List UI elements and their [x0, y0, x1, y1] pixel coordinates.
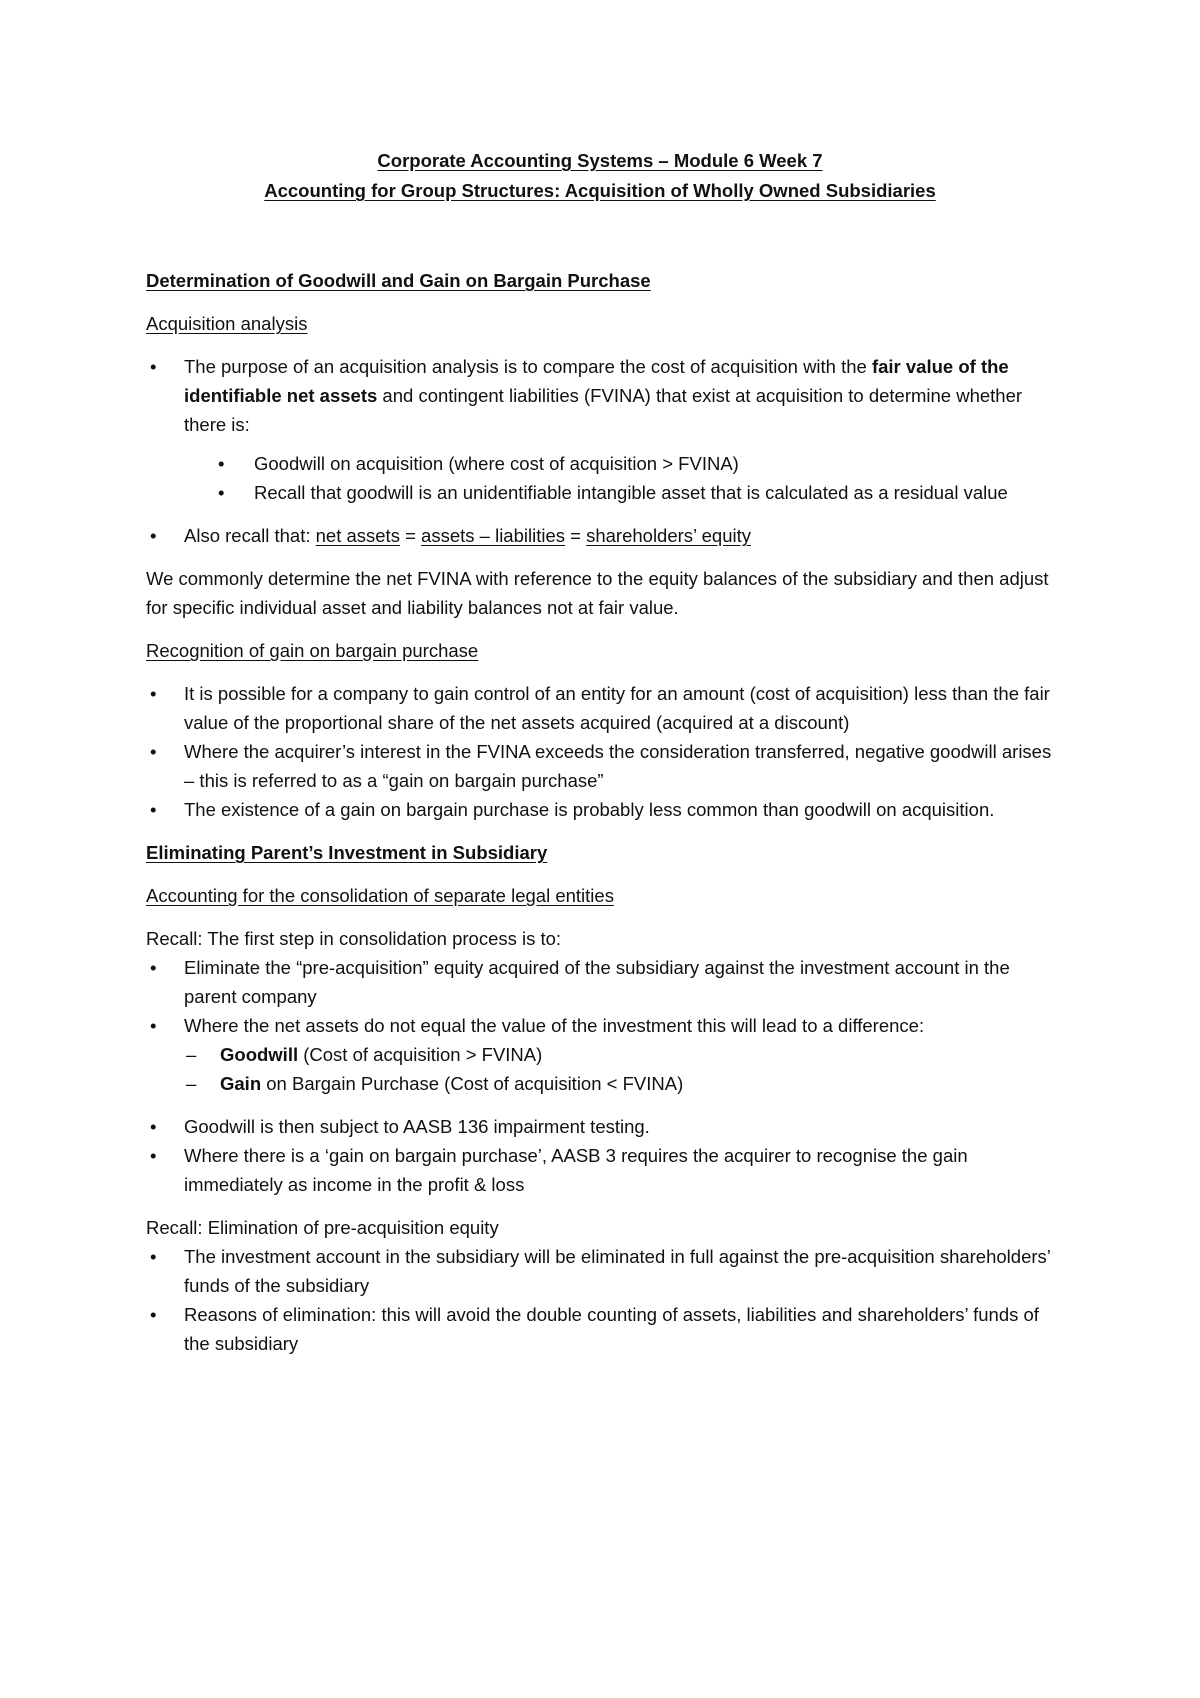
fvina-paragraph: We commonly determine the net FVINA with reference to the equity balances of the subsidiary and then adjust for specific individual asset and liability balances not at fair value.	[146, 568, 1049, 618]
recall-elimination: Recall: Elimination of pre-acquisition equity	[146, 1217, 499, 1238]
net-assets-prefix: Also recall that:	[184, 525, 316, 546]
subbullet-goodwill-residual: • Recall that goodwill is an unidentifiable intangible asset that is calculated as a residual value	[146, 478, 1066, 507]
net-assets-equals-1: =	[399, 525, 422, 546]
bullet-gain-control: • It is possible for a company to gain control of an entity for an amount (cost of acquisition) less than the fair value of the proportional share of the net assets acquired (acquired at a discount)	[146, 679, 1066, 737]
bullet-investment-eliminated: • The investment account in the subsidiary will be eliminated in full against the pre-acquisition shareholders’ funds of the subsidiary	[146, 1242, 1066, 1300]
bullet-purpose	[146, 352, 1066, 439]
dash-goodwill-text: (Cost of acquisition > FVINA)	[298, 1044, 543, 1065]
recall-first-step: Recall: The first step in consolidation process is to:	[146, 928, 562, 949]
net-assets-equals-2: =	[565, 525, 587, 546]
bullet-negative-goodwill: • Where the acquirer’s interest in the FVINA exceeds the consideration transferred, negative goodwill arises – this is referred to as a “gain on bargain purchase”	[146, 737, 1066, 795]
document-title: Corporate Accounting Systems – Module 6 Week 7	[377, 150, 823, 171]
dash-goodwill-bold: Goodwill	[220, 1044, 299, 1065]
bullet-gain-existence: • The existence of a gain on bargain purchase is probably less common than goodwill on acquisition.	[146, 795, 1066, 824]
subheading-gain-recognition: Recognition of gain on bargain purchase	[146, 640, 479, 661]
section-heading-eliminating: Eliminating Parent’s Investment in Subsidiary	[146, 842, 548, 863]
document-subtitle: Accounting for Group Structures: Acquisition of Wholly Owned Subsidiaries	[264, 180, 936, 201]
bullet-net-assets-difference: • Where the net assets do not equal the value of the investment this will lead to a difference:	[146, 1011, 1066, 1040]
document-body	[146, 266, 1066, 1358]
dash-gain-bold: Gain	[220, 1073, 262, 1094]
dash-goodwill	[146, 1040, 1066, 1069]
dash-gain	[146, 1069, 1066, 1098]
subbullet-goodwill-on-acquisition: • Goodwill on acquisition (where cost of acquisition > FVINA)	[146, 449, 1066, 478]
bullet-purpose-text-end: and contingent liabilities (FVINA) that exist at acquisition to determine whether there is:	[184, 385, 1023, 435]
bullet-purpose-bold: fair value of the identifiable net assets	[184, 356, 1009, 406]
dash-gain-text: on Bargain Purchase (Cost of acquisition < FVINA)	[261, 1073, 684, 1094]
shareholders-equity-term: shareholders’ equity	[586, 525, 751, 546]
subheading-consolidation: Accounting for the consolidation of separate legal entities	[146, 885, 614, 906]
bullet-purpose-text: The purpose of an acquisition analysis is to compare the cost of acquisition with the	[184, 356, 872, 377]
subheading-acquisition-analysis: Acquisition analysis	[146, 313, 308, 334]
bullet-eliminate-pre-acquisition: • Eliminate the “pre-acquisition” equity acquired of the subsidiary against the investment account in the parent company	[146, 953, 1066, 1011]
assets-liabilities-term: assets – liabilities	[421, 525, 565, 546]
bullet-net-assets	[146, 521, 1066, 550]
net-assets-term: net assets	[315, 525, 400, 546]
bullet-aasb3: • Where there is a ‘gain on bargain purchase’, AASB 3 requires the acquirer to recognise the gain immediately as income in the profit & loss	[146, 1141, 1066, 1199]
bullet-reasons-elimination: • Reasons of elimination: this will avoid the double counting of assets, liabilities and shareholders’ funds of the subsidiary	[146, 1300, 1066, 1358]
bullet-aasb136: • Goodwill is then subject to AASB 136 impairment testing.	[146, 1112, 1066, 1141]
section-heading-goodwill: Determination of Goodwill and Gain on Bargain Purchase	[146, 270, 651, 291]
